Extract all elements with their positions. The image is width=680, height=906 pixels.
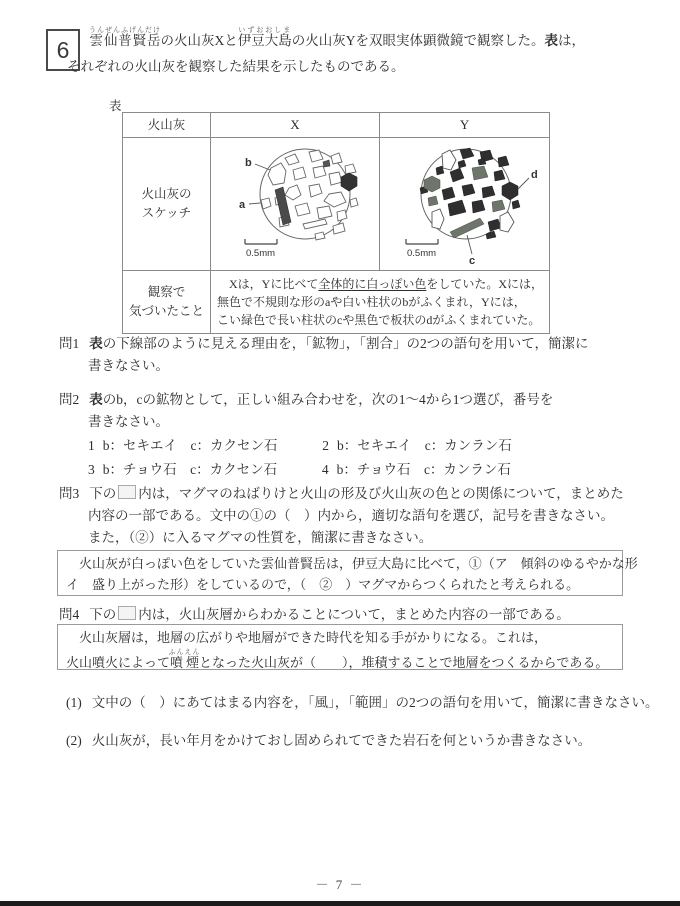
- q2-options-row-2: [59, 459, 553, 481]
- sketch-row: [123, 138, 550, 271]
- q3-box-line-2: イ 盛り上がった形）をしているので，（ ② ）マグマからつくられたと考えられる。: [66, 577, 580, 592]
- scale-bar-x: [245, 239, 277, 244]
- header-cell-kazanbai: 火山灰: [123, 113, 211, 138]
- ruby-unzen: 雲仙普賢岳うんぜんふげんだけ: [89, 26, 161, 48]
- q2-line-1: 問2 表のb，cの鉱物として，正しい組み合わせを，次の1～4から1つ選び，番号を: [59, 392, 554, 407]
- q3-line-3: また，（②）に入るマグマの性質を，簡潔に書きなさい。: [88, 530, 433, 545]
- intro-line-2: それぞれの火山灰を観察した結果を示したものである。: [67, 59, 405, 74]
- q2-option-1: 1 b：セキエイ c：カクセン石: [88, 438, 278, 453]
- volcanic-ash-sketch-x: [215, 138, 375, 266]
- subquestion-1: (1) 文中の（ ）にあてはまる内容を，「風」，「範囲」の2つの語句を用いて，簡潔に書きなさい。: [66, 695, 659, 710]
- leader-line-a: [249, 203, 260, 204]
- grain-label-a: a: [238, 199, 246, 211]
- q2-line-2: 書きなさい。: [88, 414, 169, 429]
- intro-paragraph: [67, 26, 647, 80]
- q2-option-3: 3 b：チョウ石 c：カクセン石: [88, 462, 278, 477]
- q1-line-2: 書きなさい。: [88, 358, 169, 373]
- q4-box-line-1: 火山灰層は，地層の広がりや地層ができた時代を知る手がかりになる。これは，: [66, 630, 548, 645]
- question-1: [59, 333, 588, 377]
- scan-edge-strip: [0, 901, 680, 906]
- leader-line-d: [518, 178, 529, 189]
- q3-line-1: 問3 下の 内は，マグマのねばりけと火山の形及び火山灰の色との関係について，まとめた: [59, 486, 624, 501]
- blank-box-icon: [118, 485, 136, 499]
- blank-box-icon: [118, 606, 136, 620]
- observation-text-cell: [211, 271, 550, 334]
- table-header-row: [123, 113, 550, 138]
- sketch-y-cell: [379, 138, 549, 271]
- page-number: － 7 －: [315, 877, 365, 892]
- q2-option-4: 4 b：チョウ石 c：カンラン石: [321, 462, 511, 477]
- question-4: [59, 604, 570, 626]
- underlined-phrase: 全体的に白っぽい色: [318, 277, 427, 291]
- grain-label-c: c: [469, 255, 476, 266]
- sketch-x-cell: [211, 138, 380, 271]
- volcanic-ash-sketch-y: [384, 138, 545, 266]
- scale-label-x: 0.5mm: [245, 248, 276, 259]
- sub1-label: (1): [66, 695, 82, 710]
- observation-line-1: Xは，Yに比べて全体的に白っぽい色をしていた。Xには，: [217, 277, 544, 291]
- ruby-funen: 噴煙ふんえん: [168, 648, 201, 670]
- observation-row-label: 観察で 気づいたこと: [123, 271, 211, 334]
- q4-line-1: 問4 下の 内は，火山灰層からわかることについて，まとめた内容の一部である。: [59, 607, 570, 622]
- table-caption: 表: [109, 99, 122, 113]
- q4-summary-box: [57, 624, 623, 670]
- header-cell-x: X: [211, 113, 380, 138]
- q1-line-1: 問1 表の下線部のように見える理由を，「鉱物」，「割合」の2つの語句を用いて，簡潔に: [59, 336, 589, 351]
- observation-row: [123, 271, 550, 334]
- grain-label-b: b: [244, 157, 252, 169]
- q2-option-2: 2 b：セキエイ c：カンラン石: [322, 438, 512, 453]
- header-cell-y: Y: [379, 113, 549, 138]
- observation-line-2: 無色で不規則な形のaや白い柱状のbがふくまれ，Yには，: [217, 295, 526, 309]
- question-3: [59, 483, 624, 549]
- q4-label: 問4: [59, 607, 80, 622]
- scale-label-y: 0.5mm: [407, 248, 437, 259]
- subquestion-2: (2) 火山灰が，長い年月をかけておし固められてできた岩石を何というか書きなさい。: [66, 733, 592, 748]
- intro-line-1: 雲仙普賢岳うんぜんふげんだけの火山灰Xと伊豆大島いずおおしまの火山灰Yを双眼実体顕微鏡で観察した。表は，: [89, 26, 586, 48]
- q4-box-line-2: 火山噴火によって噴煙ふんえんとなった火山灰が（ ），堆積することで地層をつくるからである。: [66, 648, 609, 670]
- leader-line-b: [255, 164, 270, 170]
- grain-label-d: d: [531, 169, 538, 181]
- observation-table: [122, 112, 550, 334]
- q2-label: 問2: [59, 392, 80, 407]
- q3-box-line-1: 火山灰が白っぽい色をしていた雲仙普賢岳は，伊豆大島に比べて，①（ア 傾斜のゆるやかな形: [66, 556, 638, 571]
- q3-summary-box: [57, 550, 638, 596]
- q3-line-2: 内容の一部である。文中の①の（ ）内から，適切な語句を選び，記号を書きなさい。: [88, 508, 614, 523]
- observation-line-3: こい緑色で長い柱状のcや黒色で板状のdがふくまれていた。: [217, 313, 541, 327]
- scale-bar-y: [406, 239, 438, 244]
- question-2: [59, 389, 553, 481]
- ruby-izu: 伊豆大島いずおおしま: [237, 26, 292, 48]
- sketch-row-label: 火山灰の スケッチ: [123, 138, 211, 271]
- q2-options-row-1: [59, 435, 553, 457]
- question-number: 6: [56, 36, 70, 63]
- sub2-label: (2): [66, 733, 82, 748]
- q3-label: 問3: [59, 486, 80, 501]
- q1-label: 問1: [59, 336, 80, 351]
